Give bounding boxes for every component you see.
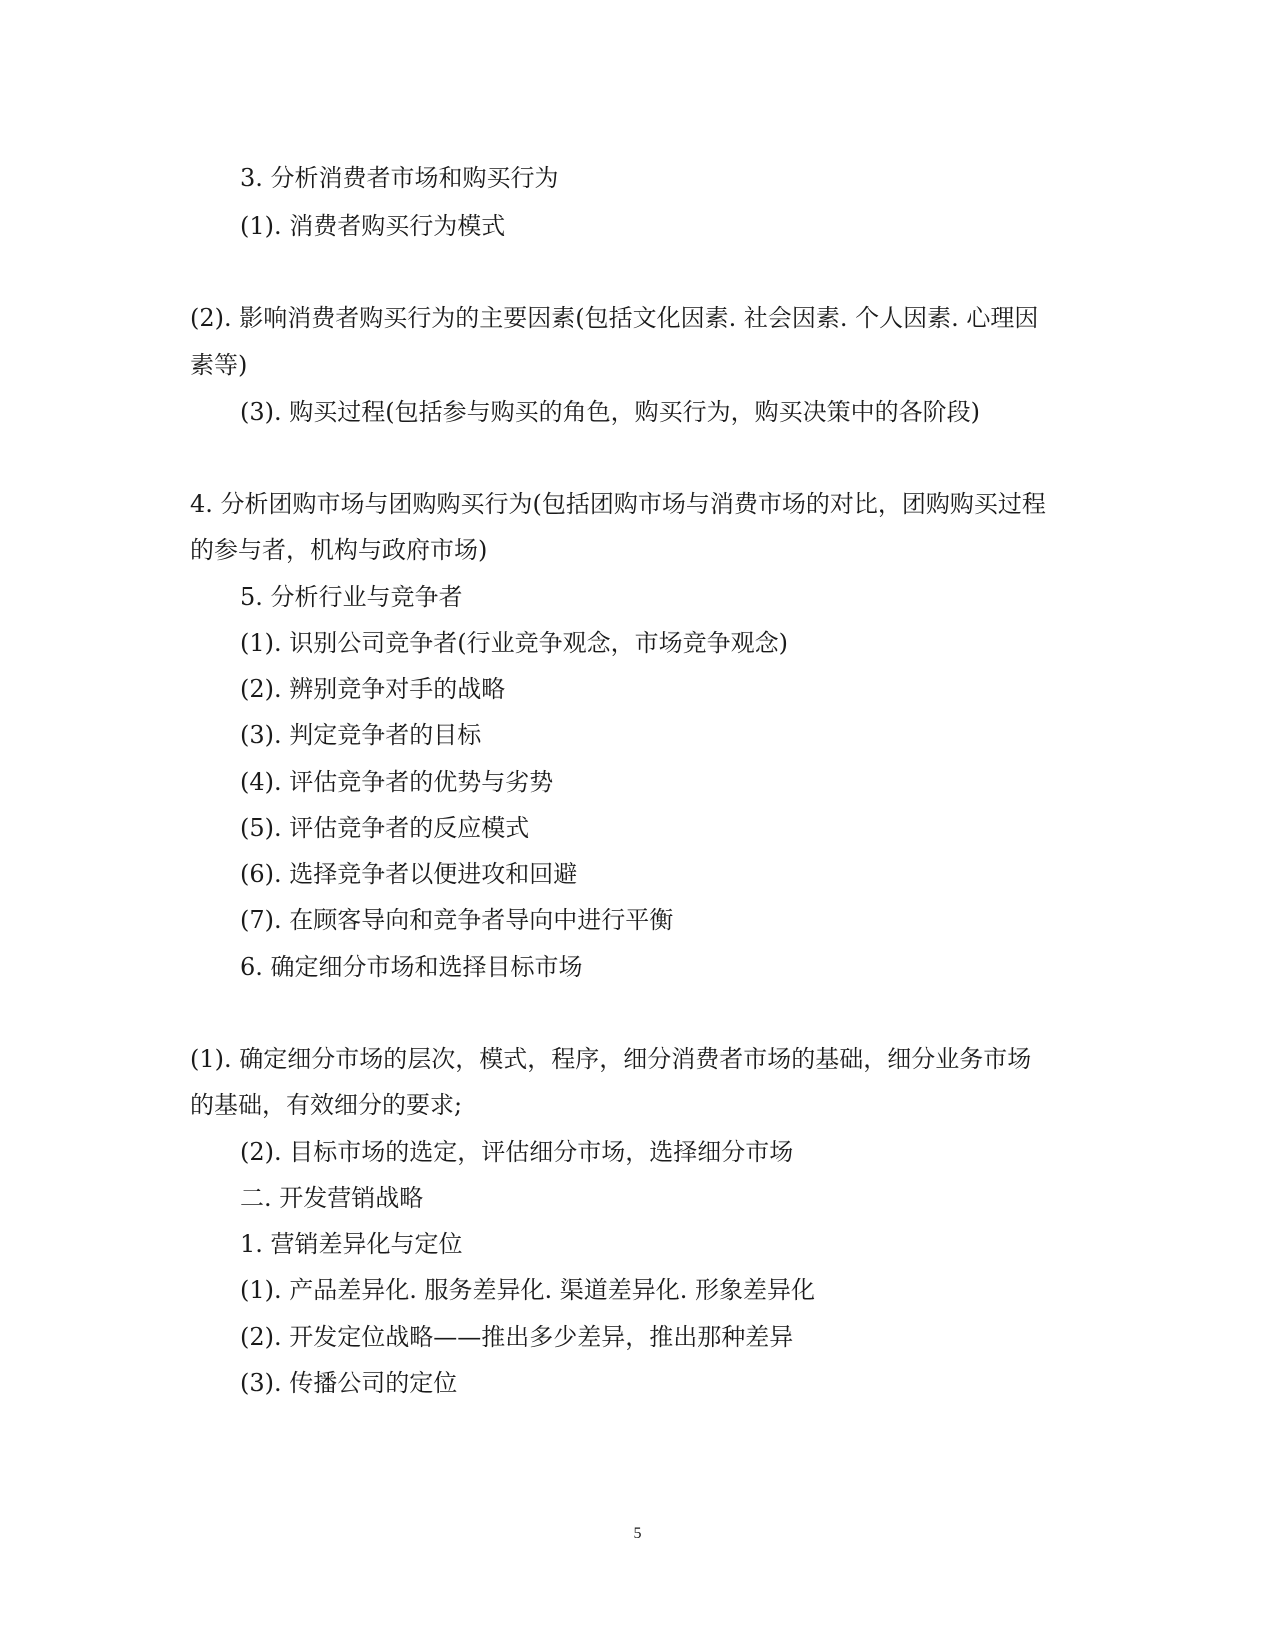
section-heading: 6. 确定细分市场和选择目标市场 <box>240 953 583 981</box>
section-heading-continuation: 的参与者，机构与政府市场) <box>190 536 488 564</box>
list-item: (3). 判定竞争者的目标 <box>240 721 482 749</box>
list-item-continuation: 的基础，有效细分的要求; <box>190 1091 463 1119</box>
section-heading: 3. 分析消费者市场和购买行为 <box>240 164 559 192</box>
list-item: (3). 传播公司的定位 <box>240 1369 458 1397</box>
list-item: (6). 选择竞争者以便进攻和回避 <box>240 860 578 888</box>
list-item: (2). 辨别竞争对手的战略 <box>240 675 506 703</box>
list-item: (1). 消费者购买行为模式 <box>240 212 506 240</box>
section-heading: 1. 营销差异化与定位 <box>240 1230 463 1258</box>
page-number: 5 <box>633 1525 642 1542</box>
list-item: (4). 评估竞争者的优势与劣势 <box>240 768 554 796</box>
list-item: (5). 评估竞争者的反应模式 <box>240 814 530 842</box>
chapter-heading: 二. 开发营销战略 <box>240 1184 424 1212</box>
section-heading: 4. 分析团购市场与团购购买行为(包括团购市场与消费市场的对比，团购购买过程 <box>190 490 1046 518</box>
list-item: (2). 影响消费者购买行为的主要因素(包括文化因素. 社会因素. 个人因素. 心理因 <box>190 304 1039 332</box>
list-item-continuation: 素等) <box>190 351 248 379</box>
list-item: (3). 购买过程(包括参与购买的角色，购买行为，购买决策中的各阶段) <box>240 398 980 426</box>
list-item: (1). 确定细分市场的层次，模式，程序，细分消费者市场的基础，细分业务市场 <box>190 1045 1032 1073</box>
list-item: (2). 开发定位战略——推出多少差异，推出那种差异 <box>240 1323 794 1351</box>
section-heading: 5. 分析行业与竞争者 <box>240 583 463 611</box>
list-item: (7). 在顾客导向和竞争者导向中进行平衡 <box>240 906 674 934</box>
list-item: (2). 目标市场的选定，评估细分市场，选择细分市场 <box>240 1138 794 1166</box>
list-item: (1). 产品差异化. 服务差异化. 渠道差异化. 形象差异化 <box>240 1276 816 1304</box>
list-item: (1). 识别公司竞争者(行业竞争观念，市场竞争观念) <box>240 629 788 657</box>
